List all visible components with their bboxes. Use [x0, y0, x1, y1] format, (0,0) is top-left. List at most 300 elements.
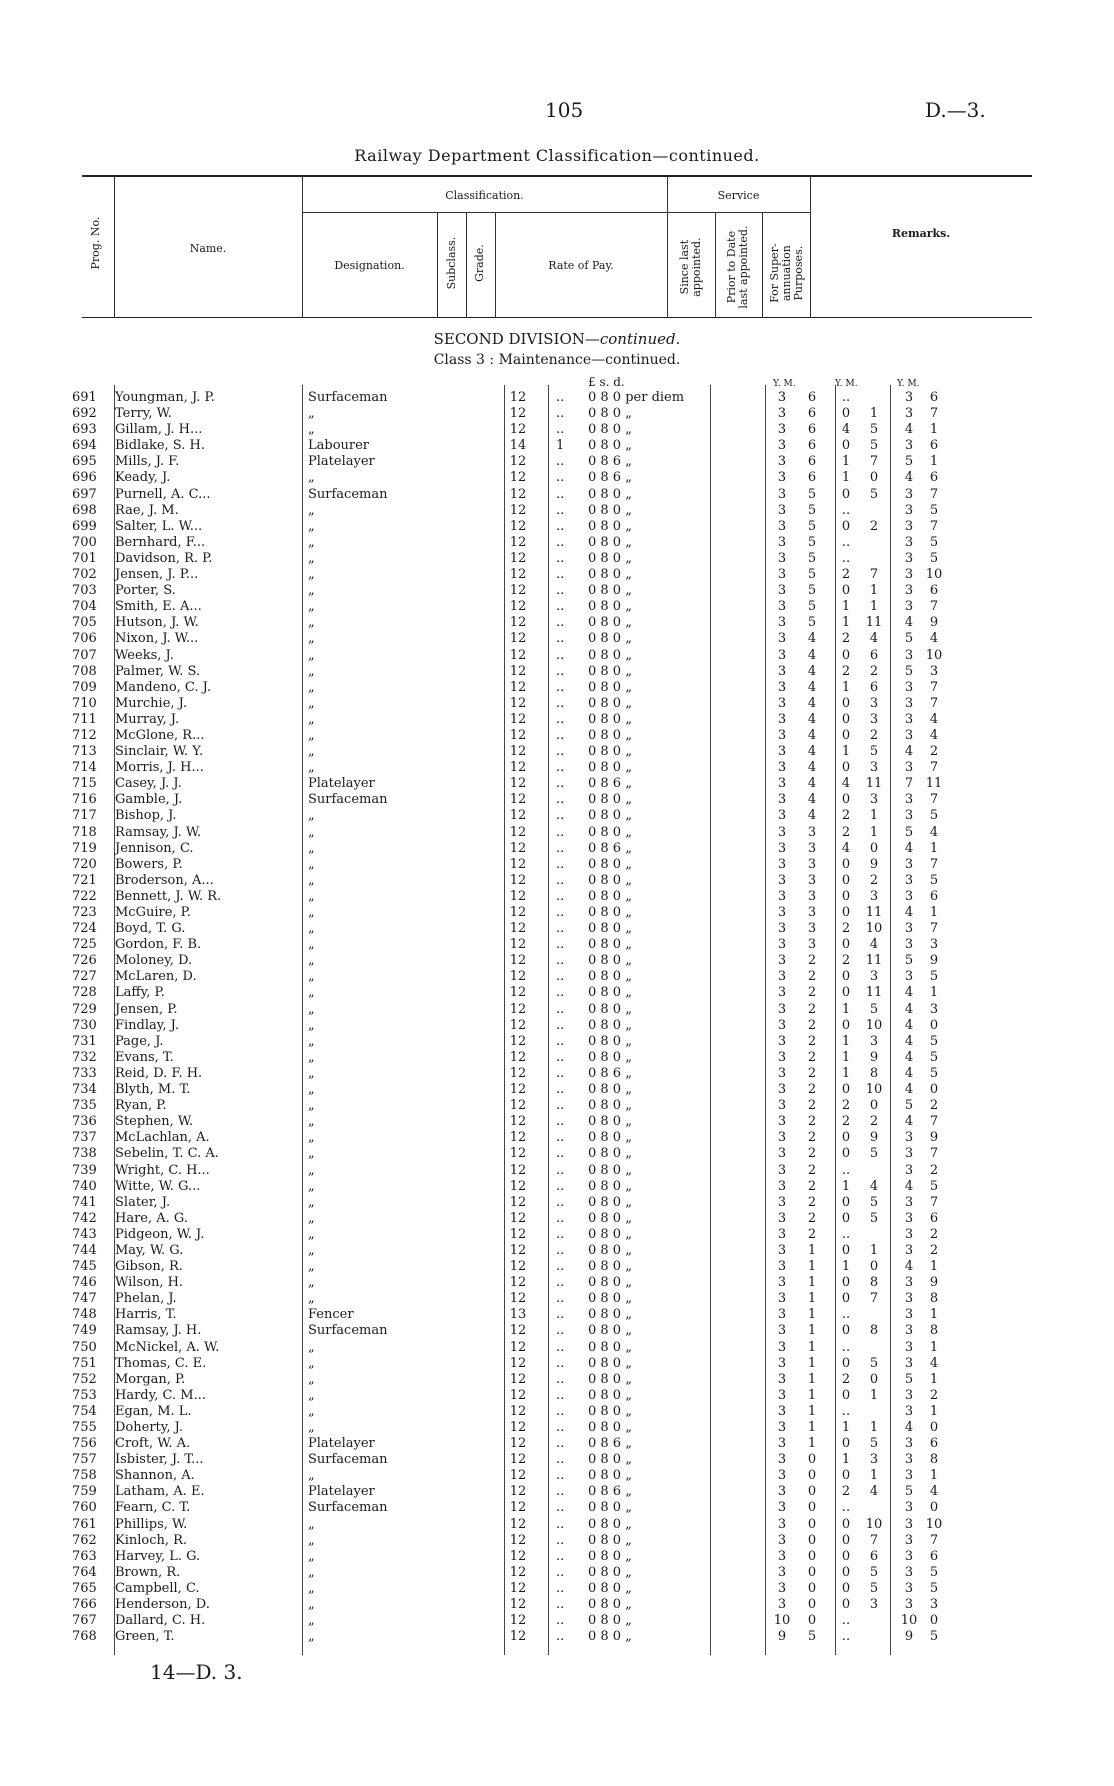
subclass: 12: [509, 1613, 527, 1629]
grade: ..: [556, 1468, 565, 1484]
super-months: 0: [929, 1017, 939, 1033]
table-row: [60, 841, 1060, 857]
prior-years: 0: [841, 1387, 851, 1403]
since-years: 3: [777, 1259, 787, 1275]
prog-no: 762: [72, 1532, 97, 1548]
since-years: 9: [777, 1629, 787, 1645]
prog-no: 704: [72, 599, 97, 615]
table-row: [60, 631, 1060, 647]
super-months: 3: [929, 663, 939, 679]
prior-months: 0: [869, 1259, 879, 1275]
prior-years: 0: [841, 1468, 851, 1484]
rate-of-pay: 0 8 6 „: [588, 1484, 632, 1500]
since-months: 5: [807, 567, 817, 583]
grade: ..: [556, 454, 565, 470]
prior-years: ..: [841, 502, 851, 518]
table-row: [60, 1291, 1060, 1307]
since-months: 2: [807, 953, 817, 969]
super-years: 4: [904, 1001, 914, 1017]
table-row: [60, 1388, 1060, 1404]
since-years: 3: [777, 760, 787, 776]
since-months: 3: [807, 872, 817, 888]
table-row: [60, 1629, 1060, 1645]
super-months: 2: [929, 1162, 939, 1178]
prog-no: 750: [72, 1339, 97, 1355]
prior-years: ..: [841, 1629, 851, 1645]
prog-no: 699: [72, 518, 97, 534]
since-months: 4: [807, 744, 817, 760]
super-months: 4: [929, 727, 939, 743]
since-years: 3: [777, 695, 787, 711]
since-years: 3: [777, 1001, 787, 1017]
since-years: 3: [777, 1210, 787, 1226]
prog-no: 722: [72, 888, 97, 904]
prior-months: 10: [865, 1082, 883, 1098]
prior-months: 1: [869, 1420, 879, 1435]
page-title: Railway Department Classification—continued.: [354, 146, 760, 165]
grade: ..: [556, 744, 565, 760]
rate-of-pay: 0 8 0 „: [588, 905, 632, 920]
grade: ..: [556, 518, 565, 534]
grade: ..: [556, 1323, 565, 1339]
super-months: 9: [929, 1130, 939, 1146]
since-months: 4: [807, 776, 817, 792]
prior-months: 6: [869, 1548, 879, 1564]
table-row: [60, 792, 1060, 808]
super-years: 5: [904, 631, 914, 647]
super-years: 4: [904, 905, 914, 920]
remarks-header: Remarks.: [891, 227, 951, 240]
prior-years: 0: [841, 1146, 851, 1162]
prior-years: ..: [841, 1500, 851, 1516]
rate-of-pay: 0 8 0 „: [588, 1130, 632, 1146]
grade: ..: [556, 792, 565, 808]
since-years: 3: [777, 567, 787, 583]
since-months: 4: [807, 631, 817, 647]
designation: „: [308, 953, 315, 969]
rate-of-pay: 0 8 0 „: [588, 1548, 632, 1564]
rate-of-pay: 0 8 0 „: [588, 711, 632, 727]
designation: „: [308, 679, 315, 695]
prior-months: 5: [869, 1580, 879, 1596]
designation: „: [308, 1082, 315, 1098]
designation: „: [308, 1194, 315, 1210]
subclass: 12: [509, 1532, 527, 1548]
grade: ..: [556, 1049, 565, 1065]
subclass: 12: [509, 1371, 527, 1387]
ym-units-since: Y. M.: [773, 379, 796, 389]
employee-name: Latham, A. E.: [115, 1484, 205, 1500]
table-row: [60, 1613, 1060, 1629]
rate-of-pay: 0 8 0 „: [588, 1098, 632, 1114]
table-row: [60, 1500, 1060, 1516]
subclass: 12: [509, 1355, 527, 1371]
employee-name: Harris, T.: [115, 1307, 177, 1323]
grade: ..: [556, 615, 565, 631]
rate-of-pay: 0 8 6 „: [588, 454, 632, 470]
prog-no: 721: [72, 872, 97, 888]
since-months: 5: [807, 1629, 817, 1645]
since-years: 3: [777, 438, 787, 454]
since-years: 3: [777, 1130, 787, 1146]
rate-of-pay: 0 8 0 „: [588, 727, 632, 743]
prog-no: 711: [72, 711, 97, 727]
rate-of-pay: 0 8 0 „: [588, 1259, 632, 1275]
prog-no: 761: [72, 1516, 97, 1532]
super-months: 7: [929, 921, 939, 937]
rate-of-pay: 0 8 0 „: [588, 1403, 632, 1419]
designation: „: [308, 1098, 315, 1114]
prior-months: 5: [869, 1194, 879, 1210]
employee-name: Palmer, W. S.: [115, 663, 201, 679]
prior-months: 10: [865, 921, 883, 937]
table-row: [60, 1098, 1060, 1114]
super-years: 3: [904, 1146, 914, 1162]
prior-months: 7: [869, 454, 879, 470]
prior-months: 0: [869, 840, 879, 856]
super-months: 7: [929, 1532, 939, 1548]
grade: ..: [556, 711, 565, 727]
prior-years: 0: [841, 872, 851, 888]
rate-of-pay: 0 8 0 „: [588, 1082, 632, 1098]
rate-of-pay: 0 8 0 „: [588, 792, 632, 808]
column-header: [82, 175, 1032, 318]
prior-months: 5: [869, 1001, 879, 1017]
super-months: 1: [929, 1371, 939, 1387]
designation: Labourer: [308, 438, 370, 454]
prior-months: 5: [869, 1210, 879, 1226]
prog-no: 691: [72, 390, 97, 405]
prior-years: 0: [841, 1291, 851, 1307]
rate-of-pay: 0 8 0 „: [588, 888, 632, 904]
designation: „: [308, 518, 315, 534]
prior-years: 0: [841, 985, 851, 1001]
employee-name: Fearn, C. T.: [115, 1500, 191, 1516]
subclass: 12: [509, 1001, 527, 1017]
employee-name: Egan, M. L.: [115, 1403, 192, 1419]
grade: ..: [556, 1436, 565, 1452]
subclass: 12: [509, 1387, 527, 1403]
employee-name: Gibson, R.: [115, 1259, 183, 1275]
since-years: 3: [777, 856, 787, 872]
prog-no: 726: [72, 953, 97, 969]
since-years: 3: [777, 1291, 787, 1307]
subclass: 12: [509, 470, 527, 486]
super-years: 3: [904, 1548, 914, 1564]
grade: ..: [556, 1371, 565, 1387]
super-months: 0: [929, 1613, 939, 1629]
subclass: 12: [509, 695, 527, 711]
prior-years: 0: [841, 727, 851, 743]
grade: ..: [556, 1098, 565, 1114]
grade: ..: [556, 647, 565, 663]
since-years: 3: [777, 679, 787, 695]
rate-of-pay: 0 8 0 „: [588, 1307, 632, 1323]
grade: ..: [556, 776, 565, 792]
employee-name: McGuire, P.: [115, 905, 191, 920]
since-years: 3: [777, 1387, 787, 1403]
subclass: 12: [509, 1065, 527, 1081]
subclass: 12: [509, 1114, 527, 1130]
grade: ..: [556, 470, 565, 486]
employee-name: Thomas, C. E.: [115, 1355, 207, 1371]
grade: ..: [556, 840, 565, 856]
super-years: 3: [904, 921, 914, 937]
classification-header: Classification.: [445, 189, 524, 202]
grade: ..: [556, 1130, 565, 1146]
employee-name: Nixon, J. W...: [115, 631, 199, 647]
employee-name: Hardy, C. M...: [115, 1387, 206, 1403]
super-months: 7: [929, 1114, 939, 1130]
subclass: 12: [509, 1146, 527, 1162]
since-months: 1: [807, 1242, 817, 1258]
designation: „: [308, 663, 315, 679]
subclass: 12: [509, 679, 527, 695]
super-months: 9: [929, 615, 939, 631]
super-months: 6: [929, 583, 939, 599]
super-months: 5: [929, 502, 939, 518]
employee-name: Jennison, C.: [115, 840, 194, 856]
table-row: [60, 599, 1060, 615]
super-years: 5: [904, 953, 914, 969]
super-years: 3: [904, 550, 914, 566]
grade: ..: [556, 1339, 565, 1355]
grade: ..: [556, 1452, 565, 1468]
subclass: 12: [509, 1291, 527, 1307]
prior-years: 2: [841, 1098, 851, 1114]
prog-no: 746: [72, 1275, 97, 1291]
division-heading: [0, 330, 1114, 348]
prog-no: 755: [72, 1420, 97, 1435]
super-years: 4: [904, 1420, 914, 1435]
super-years: 3: [904, 1532, 914, 1548]
designation: Platelayer: [308, 776, 375, 792]
rate-of-pay: 0 8 0 „: [588, 1162, 632, 1178]
prog-no: 735: [72, 1098, 97, 1114]
prog-no: 717: [72, 808, 97, 824]
table-row: [60, 583, 1060, 599]
grade: ..: [556, 1548, 565, 1564]
employee-name: McNickel, A. W.: [115, 1339, 220, 1355]
rate-of-pay: 0 8 0 „: [588, 808, 632, 824]
prog-no: 730: [72, 1017, 97, 1033]
grade: ..: [556, 1242, 565, 1258]
prog-no: 705: [72, 615, 97, 631]
super-years: 3: [904, 1403, 914, 1419]
employee-name: Moloney, D.: [115, 953, 193, 969]
prior-years: 0: [841, 937, 851, 953]
since-years: 3: [777, 727, 787, 743]
super-years: 3: [904, 969, 914, 985]
super-months: 1: [929, 1468, 939, 1484]
since-months: 3: [807, 921, 817, 937]
designation: „: [308, 1629, 315, 1645]
prior-years: 0: [841, 583, 851, 599]
rate-of-pay: 0 8 0 „: [588, 856, 632, 872]
prior-months: 8: [869, 1065, 879, 1081]
table-row: [60, 1275, 1060, 1291]
prior-months: 3: [869, 792, 879, 808]
service-header: Service: [717, 189, 760, 202]
prog-no: 742: [72, 1210, 97, 1226]
rate-of-pay: 0 8 0 „: [588, 1387, 632, 1403]
super-months: 7: [929, 599, 939, 615]
designation: „: [308, 422, 315, 438]
since-years: 3: [777, 888, 787, 904]
since-months: 4: [807, 760, 817, 776]
prog-no: 753: [72, 1387, 97, 1403]
rate-of-pay: 0 8 0 „: [588, 534, 632, 550]
since-months: 1: [807, 1339, 817, 1355]
since-years: 3: [777, 1082, 787, 1098]
prog-no: 703: [72, 583, 97, 599]
designation: „: [308, 840, 315, 856]
table-row: [60, 390, 1060, 406]
table-row: [60, 744, 1060, 760]
rate-of-pay: 0 8 6 „: [588, 1436, 632, 1452]
prior-years: 1: [841, 1001, 851, 1017]
since-years: 3: [777, 631, 787, 647]
since-years: 3: [777, 1500, 787, 1516]
prior-months: 2: [869, 727, 879, 743]
since-years: 3: [777, 486, 787, 502]
designation: „: [308, 1065, 315, 1081]
grade: ..: [556, 406, 565, 422]
super-years: 3: [904, 1210, 914, 1226]
subclass: 12: [509, 1484, 527, 1500]
employee-name: Laffy, P.: [115, 985, 165, 1001]
rate-of-pay: 0 8 6 „: [588, 840, 632, 856]
designation-header: Designation.: [334, 259, 405, 272]
since-months: 6: [807, 454, 817, 470]
employee-name: Morgan, P.: [115, 1371, 186, 1387]
table-row: [60, 1323, 1060, 1339]
super-years: 3: [904, 872, 914, 888]
prog-no: 709: [72, 679, 97, 695]
prior-years: 2: [841, 808, 851, 824]
employee-name: Mills, J. F.: [115, 454, 180, 470]
grade: ..: [556, 1194, 565, 1210]
since-months: 6: [807, 422, 817, 438]
employee-name: Mandeno, C. J.: [115, 679, 211, 695]
super-months: 7: [929, 406, 939, 422]
designation: „: [308, 969, 315, 985]
since-years: 3: [777, 824, 787, 840]
grade: ..: [556, 905, 565, 920]
grade: ..: [556, 1017, 565, 1033]
classification-table: [60, 390, 1060, 1645]
super-months: 5: [929, 1178, 939, 1194]
grade: ..: [556, 1355, 565, 1371]
subclass: 12: [509, 422, 527, 438]
since-months: 0: [807, 1532, 817, 1548]
subclass: 12: [509, 583, 527, 599]
since-years: 3: [777, 390, 787, 405]
prior-months: 0: [869, 1098, 879, 1114]
rate-of-pay: 0 8 0 „: [588, 1194, 632, 1210]
designation: „: [308, 937, 315, 953]
table-row: [60, 857, 1060, 873]
super-years: 3: [904, 792, 914, 808]
employee-name: Page, J.: [115, 1033, 164, 1049]
designation: „: [308, 1210, 315, 1226]
employee-name: Phillips, W.: [115, 1516, 188, 1532]
employee-name: Bennett, J. W. R.: [115, 888, 222, 904]
designation: „: [308, 1468, 315, 1484]
subclass: 12: [509, 1339, 527, 1355]
designation: „: [308, 583, 315, 599]
employee-name: Morris, J. H...: [115, 760, 204, 776]
grade: ..: [556, 1516, 565, 1532]
designation: „: [308, 1532, 315, 1548]
subclass: 12: [509, 1049, 527, 1065]
subclass: 12: [509, 1403, 527, 1419]
since-years: 3: [777, 1114, 787, 1130]
super-years: 3: [904, 1500, 914, 1516]
prior-years: 0: [841, 1355, 851, 1371]
grade: ..: [556, 888, 565, 904]
prior-years: 0: [841, 1516, 851, 1532]
subclass: 12: [509, 486, 527, 502]
prior-years: 1: [841, 1420, 851, 1435]
since-years: 3: [777, 1017, 787, 1033]
rate-of-pay: 0 8 0 „: [588, 872, 632, 888]
prior-years: 0: [841, 486, 851, 502]
rate-of-pay: 0 8 0 „: [588, 1049, 632, 1065]
since-months: 2: [807, 1001, 817, 1017]
prog-no: 707: [72, 647, 97, 663]
since-months: 1: [807, 1291, 817, 1307]
since-years: 3: [777, 502, 787, 518]
prior-months: 5: [869, 1146, 879, 1162]
since-months: 2: [807, 1065, 817, 1081]
prior-months: 5: [869, 744, 879, 760]
table-row: [60, 1082, 1060, 1098]
rate-of-pay: 0 8 0 „: [588, 550, 632, 566]
grade: ..: [556, 663, 565, 679]
employee-name: Porter, S.: [115, 583, 176, 599]
since-years: 3: [777, 1484, 787, 1500]
since-years: 3: [777, 985, 787, 1001]
prior-months: 5: [869, 1436, 879, 1452]
table-row: [60, 1195, 1060, 1211]
prior-years: ..: [841, 1307, 851, 1323]
since-months: 2: [807, 1178, 817, 1194]
since-years: 3: [777, 1532, 787, 1548]
designation: „: [308, 695, 315, 711]
since-months: 0: [807, 1613, 817, 1629]
grade: ..: [556, 921, 565, 937]
super-months: 8: [929, 1291, 939, 1307]
table-row: [60, 422, 1060, 438]
table-row: [60, 696, 1060, 712]
employee-name: Hutson, J. W.: [115, 615, 199, 631]
since-years: 3: [777, 534, 787, 550]
ym-units-prior: Y. M.: [835, 379, 858, 389]
prior-years: 0: [841, 438, 851, 454]
prog-no: 751: [72, 1355, 97, 1371]
since-months: 1: [807, 1275, 817, 1291]
since-years: 3: [777, 1033, 787, 1049]
prog-no: 696: [72, 470, 97, 486]
since-years: 3: [777, 921, 787, 937]
prior-months: 8: [869, 1323, 879, 1339]
super-years: 5: [904, 1098, 914, 1114]
super-months: 7: [929, 1194, 939, 1210]
grade: ..: [556, 1210, 565, 1226]
subclass: 12: [509, 518, 527, 534]
rate-of-pay: 0 8 0 „: [588, 969, 632, 985]
